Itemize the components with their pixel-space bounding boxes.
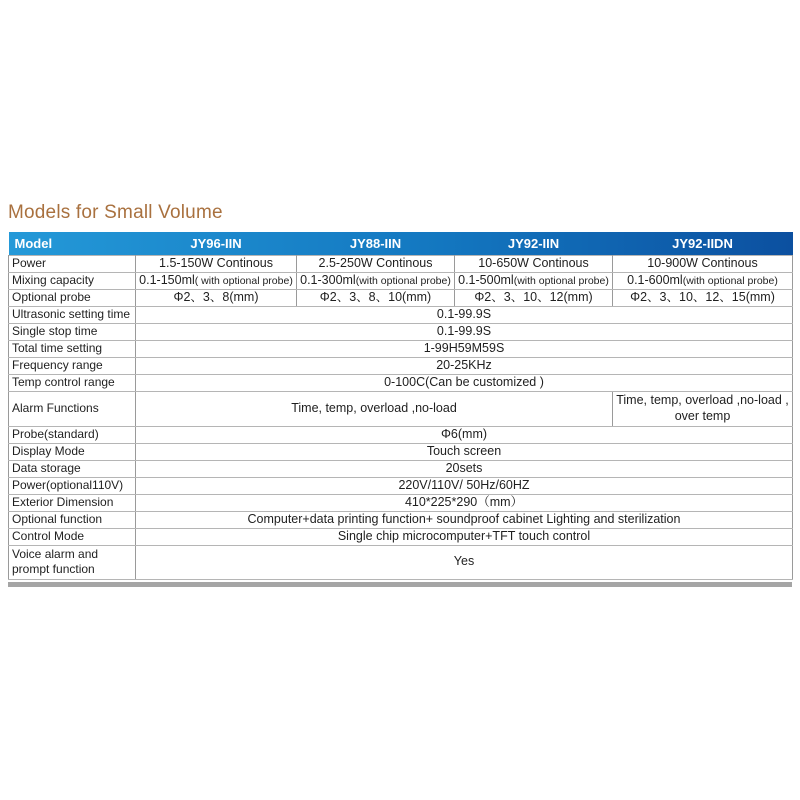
row-power-optional-110v bbox=[9, 477, 793, 494]
row-control-mode bbox=[9, 528, 793, 545]
value-cell-merged: 0-100C(Can be customized ) bbox=[136, 374, 793, 391]
row-label: Mixing capacity bbox=[9, 272, 136, 289]
value-cell: 10-900W Continous bbox=[613, 255, 793, 272]
value-cell-merged: 1-99H59M59S bbox=[136, 340, 793, 357]
value-cell: 1.5-150W Continous bbox=[136, 255, 297, 272]
row-label: Display Mode bbox=[9, 443, 136, 460]
value-main: 0.1-300ml bbox=[300, 272, 356, 287]
row-optional-function bbox=[9, 511, 793, 528]
row-label: Control Mode bbox=[9, 528, 136, 545]
row-data-storage bbox=[9, 460, 793, 477]
table-bottom-bar bbox=[8, 582, 792, 587]
value-cell-merged: Yes bbox=[136, 545, 793, 579]
row-label: Optional probe bbox=[9, 289, 136, 306]
value-cell bbox=[136, 272, 297, 289]
value-cell-merged: 20sets bbox=[136, 460, 793, 477]
row-label: Temp control range bbox=[9, 374, 136, 391]
page-title: Models for Small Volume bbox=[8, 202, 223, 223]
value-main: 0.1-500ml bbox=[458, 272, 514, 287]
row-probe-standard bbox=[9, 426, 793, 443]
value-cell-merged: Computer+data printing function+ soundproof cabinet Lighting and sterilization bbox=[136, 511, 793, 528]
header-cell-jy92-iin: JY92-IIN bbox=[507, 235, 560, 251]
row-label: Frequency range bbox=[9, 357, 136, 374]
row-exterior-dimension bbox=[9, 494, 793, 511]
value-cell-merged: 0.1-99.9S bbox=[136, 306, 793, 323]
value-cell-merged: Single chip microcomputer+TFT touch control bbox=[136, 528, 793, 545]
value-cell-merged: 220V/110V/ 50Hz/60HZ bbox=[136, 477, 793, 494]
header-cell-jy88-iin: JY88-IIN bbox=[349, 235, 402, 251]
value-cell: 10-650W Continous bbox=[455, 255, 613, 272]
row-label: Exterior Dimension bbox=[9, 494, 136, 511]
row-label: Optional function bbox=[9, 511, 136, 528]
value-note: (with optional probe) bbox=[682, 274, 778, 287]
row-label: Total time setting bbox=[9, 340, 136, 357]
row-label: Power bbox=[9, 255, 136, 272]
value-cell bbox=[613, 272, 793, 289]
value-cell: Time, temp, overload ,no-load , over temp bbox=[613, 391, 793, 426]
row-alarm-functions bbox=[9, 391, 793, 426]
header-cell-model: Model bbox=[14, 235, 53, 251]
row-voice-alarm bbox=[9, 545, 793, 579]
value-cell-merged: Time, temp, overload ,no-load bbox=[136, 391, 613, 426]
value-cell-merged: Touch screen bbox=[136, 443, 793, 460]
value-cell bbox=[297, 272, 455, 289]
value-note: (with optional probe) bbox=[355, 274, 451, 287]
value-cell-merged: 410*225*290（mm） bbox=[136, 494, 793, 511]
row-temp-control-range bbox=[9, 374, 793, 391]
value-cell bbox=[455, 272, 613, 289]
value-cell: Φ2、3、8、10(mm) bbox=[297, 289, 455, 306]
value-main: 0.1-600ml bbox=[627, 272, 683, 287]
header-cell-jy92-iidn: JY92-IIDN bbox=[672, 235, 733, 251]
header-row bbox=[9, 232, 793, 255]
row-power bbox=[9, 255, 793, 272]
row-label: Ultrasonic setting time bbox=[9, 306, 136, 323]
value-main: 0.1-150ml bbox=[139, 272, 195, 287]
value-cell-merged: Φ6(mm) bbox=[136, 426, 793, 443]
header-cell-jy96-iin: JY96-IIN bbox=[190, 235, 242, 251]
value-cell-merged: 0.1-99.9S bbox=[136, 323, 793, 340]
value-cell: Φ2、3、10、12、15(mm) bbox=[613, 289, 793, 306]
value-note: ( with optional probe) bbox=[194, 274, 293, 287]
value-cell-merged: 20-25KHz bbox=[136, 357, 793, 374]
row-label: Alarm Functions bbox=[9, 391, 136, 426]
value-cell: 2.5-250W Continous bbox=[297, 255, 455, 272]
row-mixing-capacity bbox=[9, 272, 793, 289]
row-display-mode bbox=[9, 443, 793, 460]
row-total-time-setting bbox=[9, 340, 793, 357]
row-single-stop-time bbox=[9, 323, 793, 340]
row-ultrasonic-setting-time bbox=[9, 306, 793, 323]
row-label: Voice alarm and prompt function bbox=[9, 545, 136, 579]
row-label: Probe(standard) bbox=[9, 426, 136, 443]
row-label: Power(optional110V) bbox=[9, 477, 136, 494]
row-optional-probe bbox=[9, 289, 793, 306]
row-frequency-range bbox=[9, 357, 793, 374]
row-label: Data storage bbox=[9, 460, 136, 477]
value-cell: Φ2、3、8(mm) bbox=[136, 289, 297, 306]
spec-table-container bbox=[8, 232, 792, 587]
value-cell: Φ2、3、10、12(mm) bbox=[455, 289, 613, 306]
spec-table bbox=[8, 232, 793, 580]
row-label: Single stop time bbox=[9, 323, 136, 340]
value-note: (with optional probe) bbox=[513, 274, 609, 287]
